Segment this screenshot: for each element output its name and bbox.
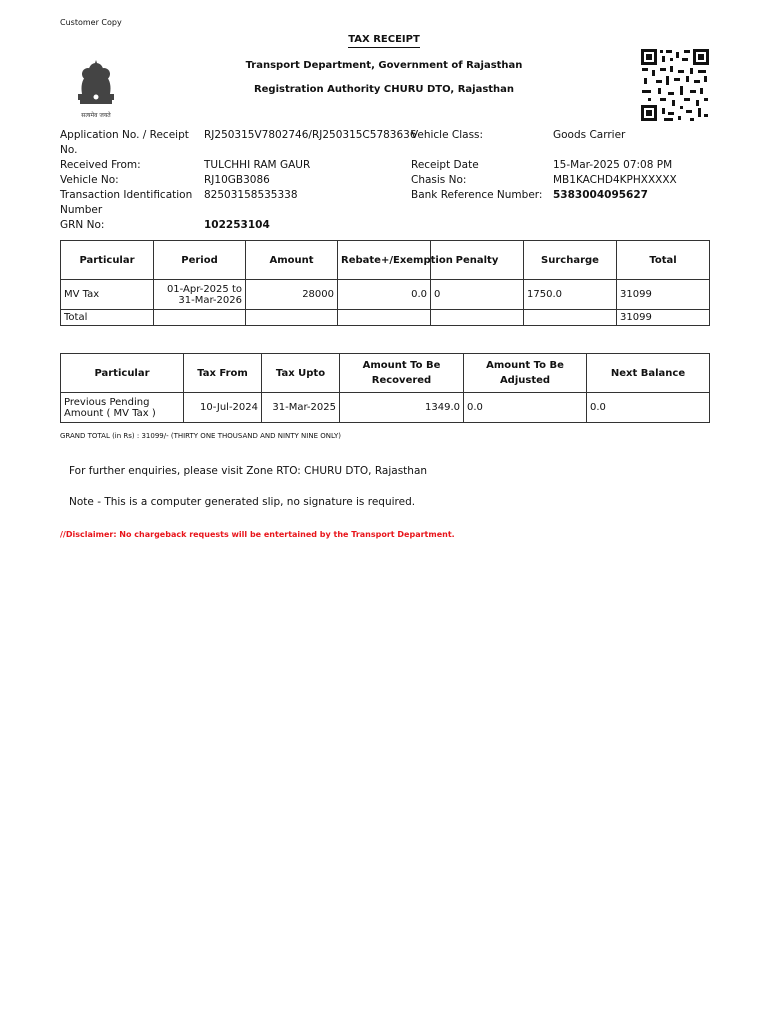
grn-no-label: GRN No:: [60, 219, 105, 231]
grand-total-cell: 31099: [617, 310, 710, 326]
grand-total-text: GRAND TOTAL (in Rs) : 31099/- (THIRTY ONE THOUSAND AND NINTY NINE ONLY): [60, 432, 341, 440]
next-balance-cell: 0.0: [587, 393, 710, 423]
receipt-date-value: 15-Mar-2025 07:08 PM: [553, 159, 673, 171]
received-from-label: Received From:: [60, 159, 141, 171]
column-header: Surcharge: [524, 241, 617, 280]
particular-cell: Previous Pending Amount ( MV Tax ): [61, 393, 184, 423]
tax-table-header: [61, 241, 710, 280]
column-header: Penalty: [431, 241, 524, 280]
transaction-id-label: Transaction Identification Number: [60, 189, 193, 216]
particular-cell: MV Tax: [61, 280, 154, 310]
emblem-motto: सत्यमेव जयते: [81, 112, 111, 119]
table-row: [61, 393, 710, 423]
enquiries-text: For further enquiries, please visit Zone RTO: CHURU DTO, Rajasthan: [69, 465, 428, 477]
chasis-no-label: Chasis No:: [411, 174, 467, 186]
adjust-cell: 0.0: [464, 393, 587, 423]
grn-no-value: 102253104: [204, 219, 270, 231]
surcharge-cell: 1750.0: [524, 280, 617, 310]
chasis-no-value: MB1KACHD4KPHXXXXX: [553, 174, 677, 186]
application-no-label: Application No. / Receipt No.: [60, 129, 189, 156]
received-from-value: TULCHHI RAM GAUR: [204, 159, 311, 171]
penalty-cell: 0: [431, 280, 524, 310]
table-total-row: [61, 310, 710, 326]
total-cell: 31099: [617, 280, 710, 310]
vehicle-no-value: RJ10GB3086: [204, 174, 270, 186]
recover-cell: 1349.0: [340, 393, 464, 423]
transaction-id-value: 82503158535338: [204, 189, 298, 201]
bank-reference-label: Bank Reference Number:: [411, 189, 543, 201]
receipt-date-label: Receipt Date: [411, 159, 479, 171]
tax-upto-cell: 31-Mar-2025: [262, 393, 340, 423]
national-emblem-icon: [66, 54, 126, 122]
vehicle-no-label: Vehicle No:: [60, 174, 119, 186]
vehicle-class-value: Goods Carrier: [553, 129, 626, 141]
column-header: Tax From: [184, 354, 262, 393]
department-title: Transport Department, Government of Rajasthan: [245, 60, 523, 71]
column-header: Next Balance: [587, 354, 710, 393]
column-header: Rebate+/Exemption: [338, 241, 431, 280]
application-no-value: RJ250315V7802746/RJ250315C5783636: [204, 129, 417, 141]
total-label-cell: Total: [61, 310, 154, 326]
table-row: [61, 280, 710, 310]
column-header: Tax Upto: [262, 354, 340, 393]
tax-from-cell: 10-Jul-2024: [184, 393, 262, 423]
authority-title: Registration Authority CHURU DTO, Rajasthan: [253, 84, 515, 95]
copy-label: Customer Copy: [60, 18, 122, 27]
column-header: Period: [154, 241, 246, 280]
column-header: Total: [617, 241, 710, 280]
rebate-cell: 0.0: [338, 280, 431, 310]
period-cell: 01-Apr-2025 to 31-Mar-2026: [154, 280, 246, 310]
disclaimer-text: //Disclaimer: No chargeback requests will be entertained by the Transport Department.: [60, 530, 455, 539]
column-header: Amount: [246, 241, 338, 280]
receipt-title: TAX RECEIPT: [0, 34, 768, 45]
vehicle-class-label: Vehicle Class:: [411, 129, 484, 141]
column-header: Amount To Be Recovered: [340, 354, 464, 393]
note-text: Note - This is a computer generated slip, no signature is required.: [69, 496, 416, 508]
pending-table-header: [61, 354, 710, 393]
qr-code-icon: [640, 48, 710, 122]
bank-reference-value: 5383004095627: [553, 189, 648, 201]
column-header: Particular: [61, 354, 184, 393]
column-header: Particular: [61, 241, 154, 280]
amount-cell: 28000: [246, 280, 338, 310]
pending-table: [60, 353, 710, 423]
tax-table: [60, 240, 710, 326]
column-header: Amount To Be Adjusted: [464, 354, 587, 393]
